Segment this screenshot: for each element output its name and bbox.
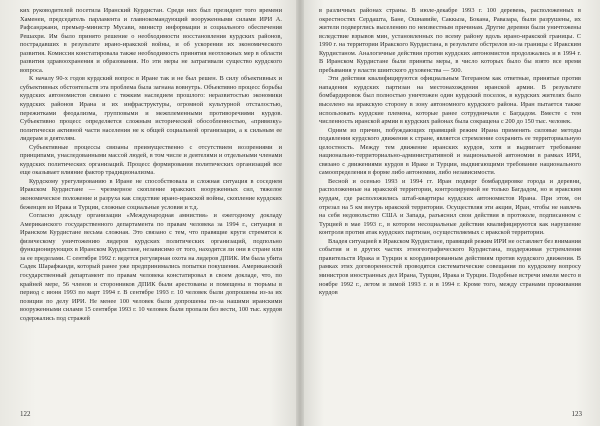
paragraph: Субъективные процессы связаны преимущественно с отсутствием воззрениями и принципами, унаследованными массой людей, в том числе и деятелями и отдельными членами курдских политических организаций. Процесс формирования политических организаций все еще оказывает влияние фактор традиционализма. — [20, 143, 282, 177]
paragraph: Курдскому урегулированию в Иране не способствовала и сложная ситуация в соседнем Иракском Курдистане — чрезмерное скопление иракских вооруженных сил, тяжелое экономическое положение и разруха как следствие ирано-иракской войны, скопление курдских беженцев из Ирака и Турции, сложные социальные условия и т.д. — [20, 177, 282, 211]
right-page — [300, 0, 600, 426]
paragraph: Весной и осенью 1993 и 1994 гг. Иран подверг бомбардировке города и деревни, расположенные на иракской территории, контролируемой не только Багдадом, но и иракским курдам, где расположились штаб-квартиры курдских автономистов Ирана. При этом, он отрезал на 5 км внутрь иракской территории. Осуществляя эти акции, Иран, чтобы не навлечь на себя недовольство США и Запада, разъяснил свои действия в протоколе, подписанном с Турцией в мае 1993 г., в котором несоциальные действия квалифицируются как нарушение контроля против атак курдских партизан, осуществляемых с иракской территории. — [319, 177, 581, 237]
book-gutter — [296, 0, 304, 426]
paragraph: Согласно докладу организации «Международная амнистия» и ежегодному докладу Американского государственного департамента по правам человека за 1994 г., ситуация в Иранском Курдистане весьма сложная. Это связано с тем, что правящие круги стремятся к физическому уничтожению лидеров курдских политических организаций, подпольно функционирующих в Иранском Курдистане, независимо от того, находятся ли они в стране или за ее пределами. С сентября 1992 г. ведется регулярная охота на лидеров ДПИК. Им была убита Садек Шарафканди, который ранее уже предпринимались попытки покушения. Американский государственный департамент по правам человека констатировал в своем докладе, что, по крайней мере, 56 членов и сторонников ДПИК были арестованы и помещены в тюрьмы в период с июня 1993 по март 1994 г. В сентябре 1993 г. 10 человек были допрошены из-за их позиции по делу ИРИ. Не менее 100 человек были допрошены по-за нашими иранскими вооруженными силами 15 сентября 1993 г. 10 человек были пропали без вести, 100 тыс. курдов содержались под стражей — [20, 212, 282, 322]
paragraph: Владея ситуацией в Иракском Курдистане, правящий режим ИРИ не оставляет без внимания события и в других частях этногеографического Курдистана, поддерживая устремления правительств Ирака и Турции к координированным действиям против курдского движения. В рамках этих договоренностей проводятся систематические совещания по курдскому вопросу министров иностранных дел Ирана, Турции, Ирака и Турции. Подобные встречи имели место в ноябре 1992 г., летом и зимой 1993 г. и в 1994 г. Кроме того, между странами проживания курдов — [319, 237, 581, 297]
right-page-text — [319, 7, 581, 298]
page-number-left: 122 — [20, 410, 31, 418]
paragraph: Одним из причин, побуждающих правящий режим Ирана применять силовые методы подавления курдского движения к стране, является стремление сохранить ее территориальную целостность. Между тем движение иранских курдов, хотя и выдвигает требование национально-территориально-административной и национальной автономии в рамках ИРИ, связано с движениями курдов в Ираке и Турции, выдвигающими требование национального самоопределения в форме либо автономии, либо независимости. — [319, 126, 581, 177]
paragraph: ких руководителей посетила Иранский Курдистан. Среди них был президент того времени Хаменеи, председатель парламента и главнокомандующий вооруженными силами ИРИ А. Рафсанджани, премьер-министр Мусави, министр информации и социального обеспечения Решахри. Им было принято решение о необходимости восстановления курдских районов, пострадавших в результате ирано-иракской войны, и об ускорении их экономического развития. Комиссия констатировала также необходимость принятия неотложных мер в области развития здравоохранения и образования. Но эти меры не затрагивали существо курдского вопроса. — [20, 7, 282, 74]
paragraph: в различных районах страны. В июле-декабре 1993 г. 100 деревень, расположенных в окрестностях Сердашта, Бане, Ошнавийе, Саккыза, Бокана, Равазара, были разрушены, их жители подверглись выселению по неизвестным причинам. Другие деревни были уничтожены вследствие взрывов мин, установленных по всему району вдоль ирано-иракской границы. С 1990 г. на территории Иракского Курдистана, в результате обстрелов из-за границы с Иракским Курдистаном. Аналогичные действия против курдских автономистов продолжались и в 1994 г. В Иранском Курдистане были приняты меры, в число которых было бы взято все время пребывания у власти шиитского духовенства — 500. — [319, 7, 581, 74]
left-page-text — [20, 7, 282, 323]
paragraph: К началу 90-х годов курдский вопрос в Иране так и не был решен. В силу объективных и субъективных обстоятельств эта проблема была загнана вовнутрь. Объективно процесс борьбы курдских автономистов связано с тяжким наследием прошлого: неразвитостью экономики курдских районов Ирана и их инфраструктуры, огромной культурной отсталостью, пережитками феодализма, групповыми и межплеменными противоречиями курдов. Субъективно процесс определяется сложным исторической обособленностью, «привязку» политически активной части населения не к общей социальной организации, а к сильным ее лидерам и деятелям. — [20, 75, 282, 143]
paragraph: Эти действия квалифицируются официальным Тегераном как ответные, принятые против нападения курдских партизан на местонахождения иранской армии. В результате бомбардировок был полностью уничтожен один курдский поселок, в курдских жителях было выселено на иракскую сторону в зону автономного курдского района. Иран пытается также использовать курдские племена, которые ранее сотрудничали с Багдадом. Вместе с тем численность иранской армии в курдских районах была сокращена с 200 до 150 тыс. человек. — [319, 75, 581, 126]
page-number-right: 123 — [571, 410, 582, 418]
